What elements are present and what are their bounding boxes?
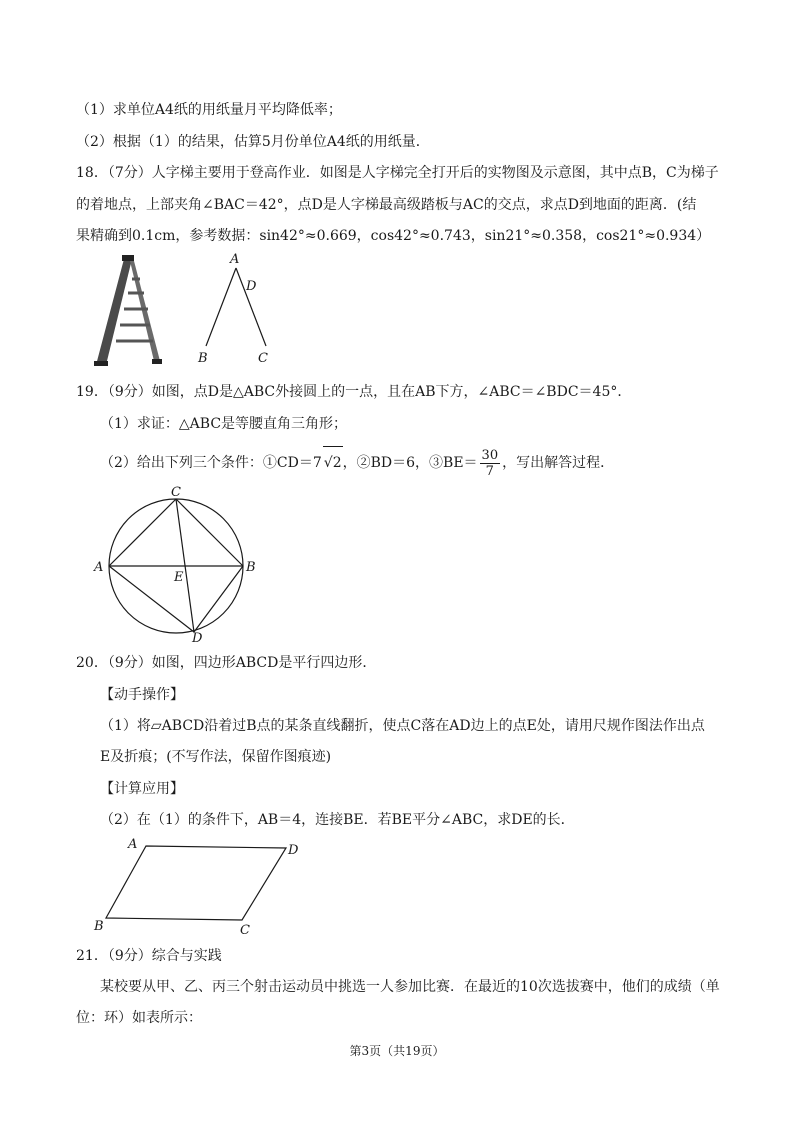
q20-line1: 20．（9分）如图，四边形ABCD是平行四边形． xyxy=(76,655,377,671)
q21-line1: 21．（9分）综合与实践 xyxy=(76,948,222,964)
q19-sqrt: √2 xyxy=(323,446,343,479)
circle-label-a: A xyxy=(94,560,104,575)
q21-line3: 位：环）如表所示： xyxy=(76,1010,202,1026)
circle-label-e: E xyxy=(174,570,184,585)
circle-label-b: B xyxy=(246,560,256,575)
page-footer: 第3页（共19页） xyxy=(349,1044,445,1058)
ladder-diagram xyxy=(190,250,280,368)
q19-part2-post: ，写出解答过程． xyxy=(502,455,615,471)
q18-line3: 果精确到0.1cm，参考数据：sin42°≈0.669，cos42°≈0.743，sin21°≈0.358，cos21°≈0.934） xyxy=(76,228,711,244)
q20-section-op: 【动手操作】 xyxy=(100,687,184,703)
para-label-d: D xyxy=(288,843,299,858)
q21-line2: 某校要从甲、乙、丙三个射击运动员中挑选一人参加比赛．在最近的10次选拔赛中，他们的成绩（单 xyxy=(100,979,720,995)
q17-part1: （1）求单位A4纸的用纸量月平均降低率； xyxy=(76,102,342,118)
q20-section-calc: 【计算应用】 xyxy=(100,781,184,797)
circle-diagram xyxy=(90,482,270,646)
ladder-label-a: A xyxy=(230,252,240,267)
q20-part2: （2）在（1）的条件下，AB＝4，连接BE．若BE平分∠ABC，求DE的长． xyxy=(100,812,575,828)
parallelogram-diagram xyxy=(90,834,310,936)
ladder-photo xyxy=(94,255,174,367)
q18-line2: 的着地点，上部夹角∠BAC＝42°，点D是人字梯最高级踏板与AC的交点，求点D到地面的距离．(结 xyxy=(76,197,697,213)
para-label-a: A xyxy=(128,837,138,852)
q20-part1-line2: E及折痕；(不写作法，保留作图痕迹) xyxy=(100,749,332,765)
ladder-label-d: D xyxy=(246,279,257,294)
q19-part2-pre: （2）给出下列三个条件：①CD＝7 xyxy=(100,455,322,471)
q19-fraction: $\frac{30}{7}$ xyxy=(481,447,499,479)
q19-part2 xyxy=(100,446,614,479)
circle-label-c: C xyxy=(171,485,181,500)
q19-part1: （1）求证：△ABC是等腰直角三角形； xyxy=(100,416,348,432)
ladder-label-c: C xyxy=(258,351,268,366)
q19-part2-mid: ，②BD＝6，③BE＝ xyxy=(342,455,478,471)
q19-line1: 19．（9分）如图，点D是△ABC外接圆上的一点，且在AB下方，∠ABC＝∠BDC＝45°． xyxy=(76,384,632,400)
para-label-b: B xyxy=(94,919,104,934)
q17-part2: （2）根据（1）的结果，估算5月份单位A4纸的用纸量． xyxy=(76,134,430,150)
para-label-c: C xyxy=(240,923,250,936)
q20-part1-line1: （1）将▱ABCD沿着过B点的某条直线翻折，使点C落在AD边上的点E处，请用尺规作图法作出点 xyxy=(100,718,705,734)
ladder-label-b: B xyxy=(198,351,208,366)
q18-line1: 18．（7分）人字梯主要用于登高作业．如图是人字梯完全打开后的实物图及示意图，其中点B，C为梯子 xyxy=(76,165,719,181)
circle-label-d: D xyxy=(192,631,203,646)
